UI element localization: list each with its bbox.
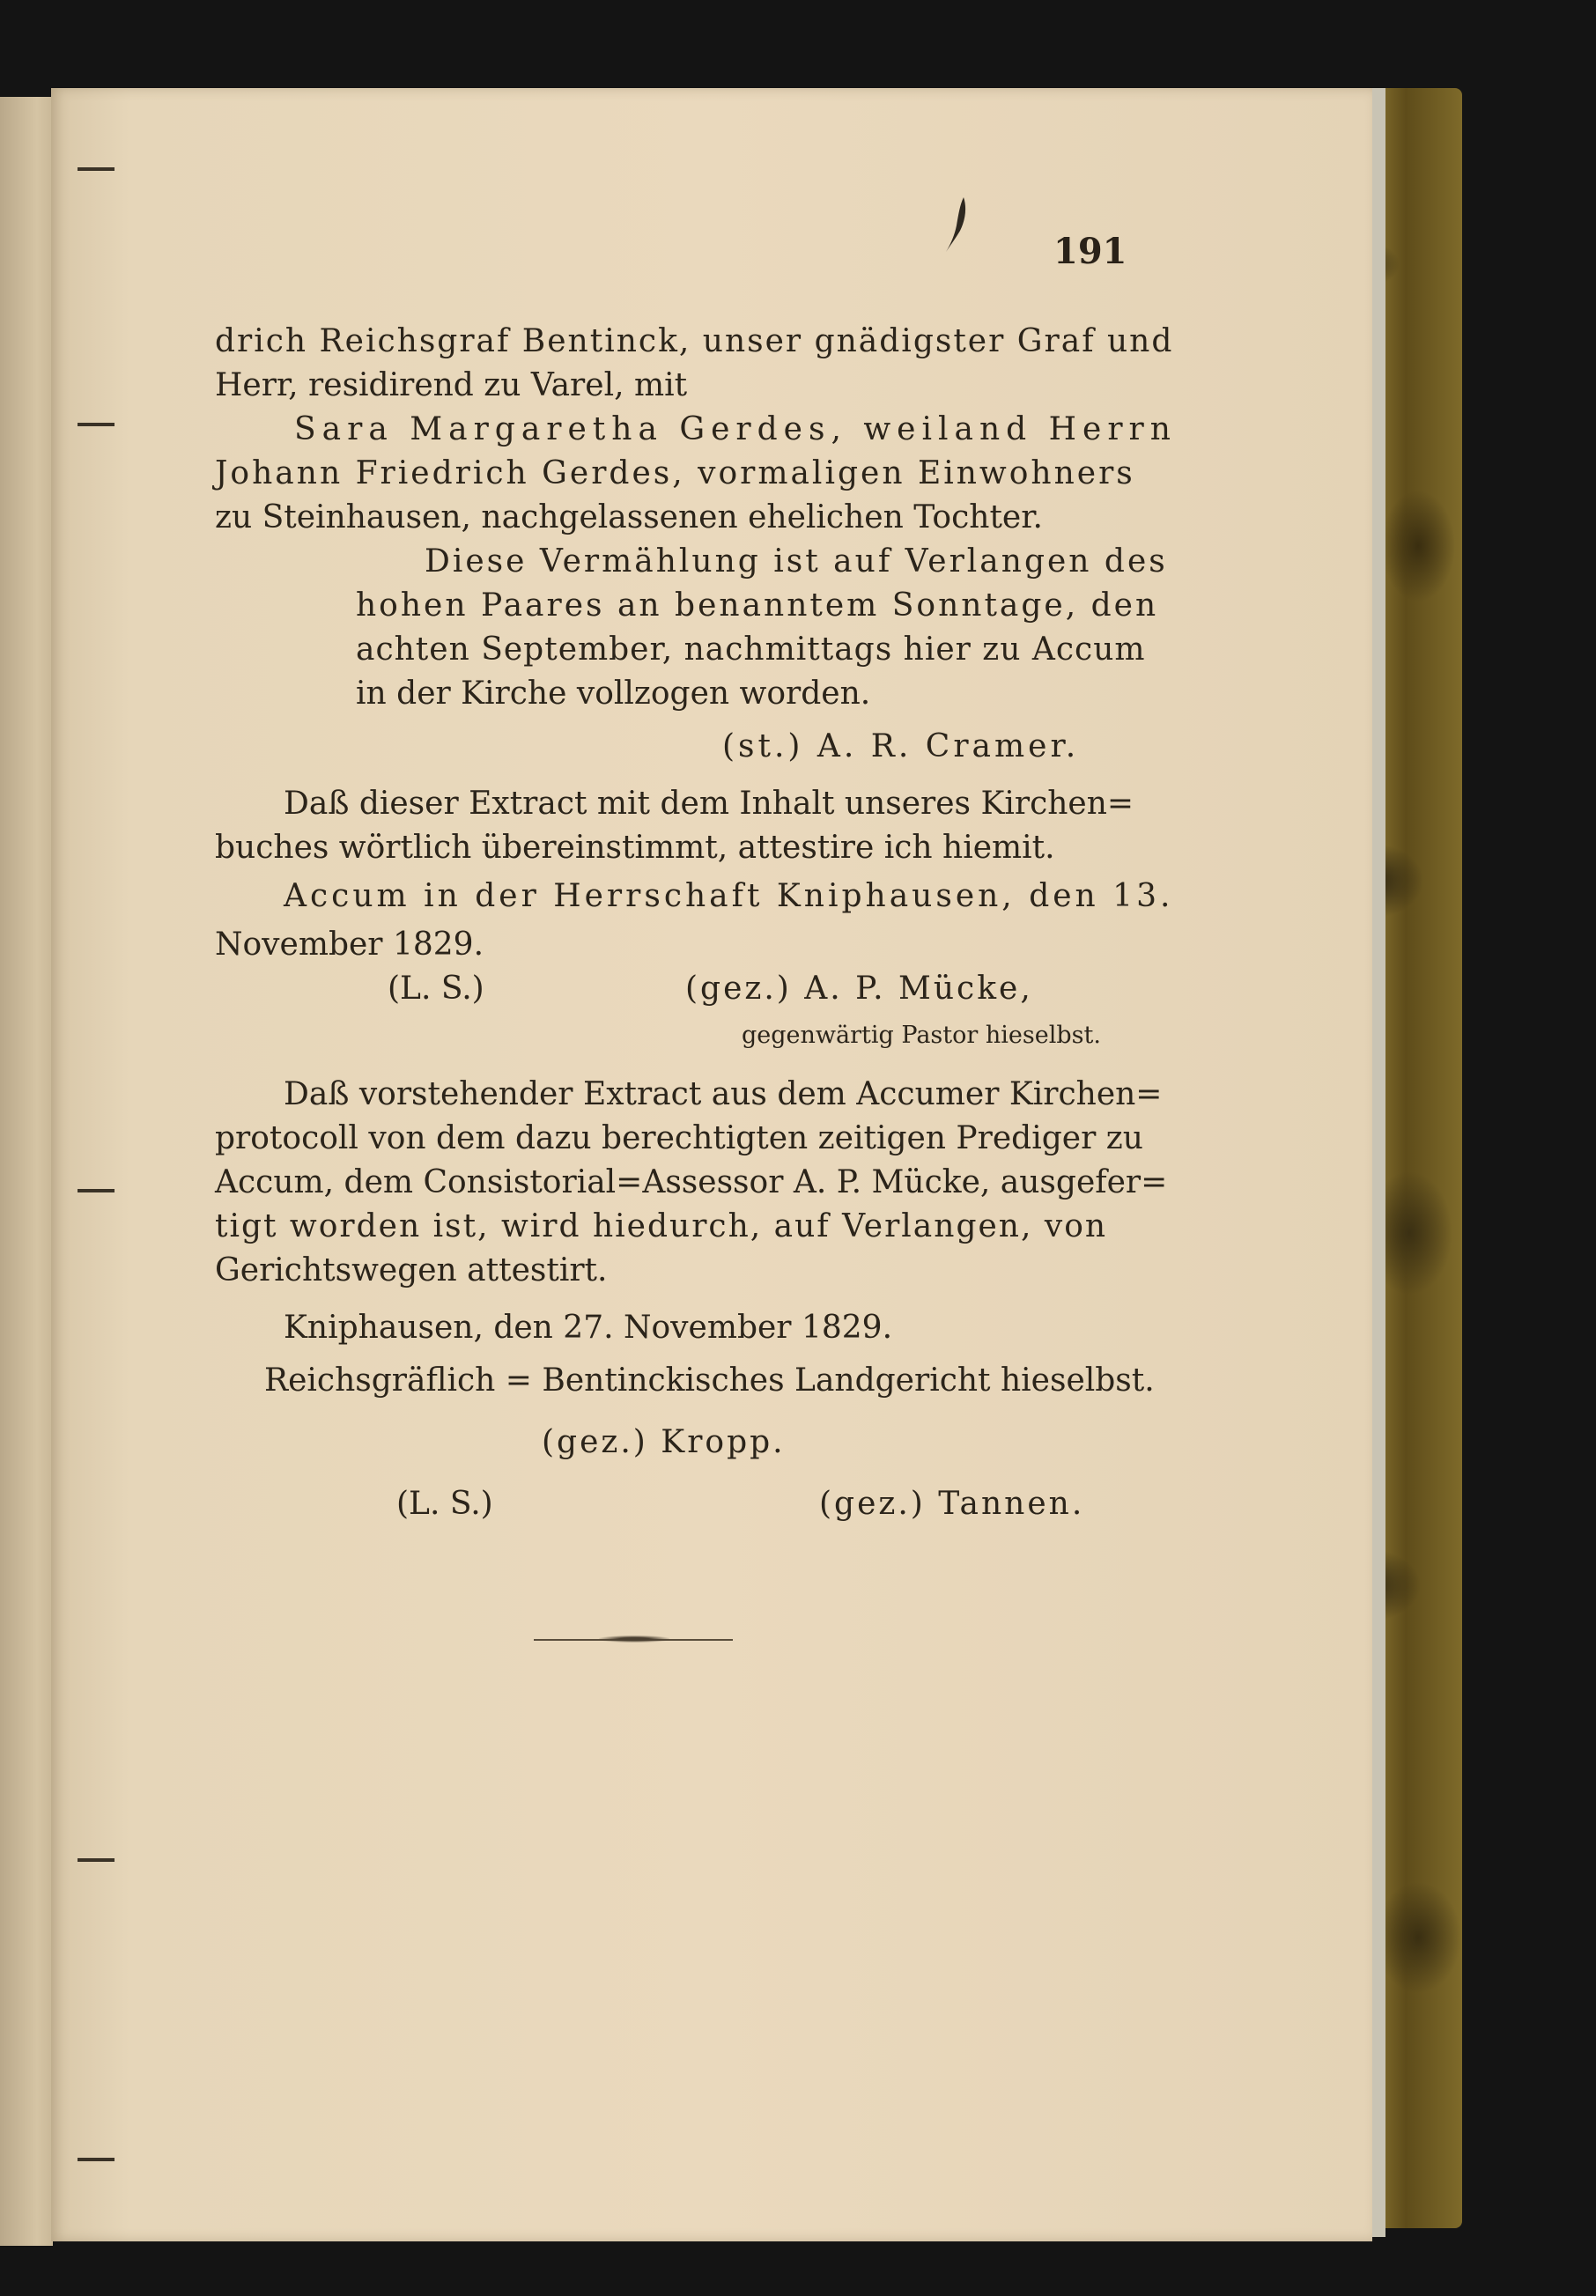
text-line: Accum, dem Consistorial=Assessor A. P. Mücke, ausgefer= [215,1164,1168,1200]
text-line: buches wörtlich übereinstimmt, attestire ich hiemit. [215,830,1055,866]
text-line: (st.) A. R. Cramer. [722,728,1080,764]
text-line: Sara Margaretha Gerdes, weiland Herrn [294,411,1177,447]
text-line: Gerichtswegen attestirt. [215,1252,608,1288]
text-line: hohen Paares an benanntem Sonntage, den [356,587,1159,624]
text-line: (gez.) A. P. Mücke, [685,971,1033,1007]
left-page-edge [0,97,53,2246]
text-line: (gez.) Kropp. [542,1424,786,1460]
text-line: (gez.) Tannen. [819,1486,1085,1522]
text-line: Daß dieser Extract mit dem Inhalt unseres Kirchen= [284,786,1134,822]
text-line: Accum in der Herrschaft Kniphausen, den 13. [284,878,1174,914]
binding-stitch [78,167,115,171]
text-line: (L. S.) [388,971,484,1007]
page-number: 191 [1053,231,1127,272]
text-line: achten September, nachmittags hier zu Accum [356,631,1146,668]
binding-stitch [78,1189,115,1192]
text-line: (L. S.) [396,1486,493,1522]
text-line: November 1829. [215,927,484,963]
ink-mark-icon [944,196,971,254]
text-line: zu Steinhausen, nachgelassenen ehelichen Tochter. [215,499,1043,535]
text-line: protocoll von dem dazu berechtigten zeitigen Prediger zu [215,1120,1143,1156]
binding-stitch [78,423,115,426]
text-line: Johann Friedrich Gerdes, vormaligen Einwohners [215,455,1135,491]
binding-stitch [78,2158,115,2161]
text-line: tigt worden ist, wird hiedurch, auf Verlangen, von [215,1208,1108,1244]
text-line: in der Kirche vollzogen worden. [356,676,871,712]
text-line: Daß vorstehender Extract aus dem Accumer Kirchen= [284,1076,1163,1112]
text-line: Kniphausen, den 27. November 1829. [284,1310,893,1346]
text-line: drich Reichsgraf Bentinck, unser gnädigster Graf und [215,323,1174,359]
rule-ornament [599,1635,669,1643]
text-line: Herr, residirend zu Varel, mit [215,367,688,403]
text-line: Reichsgräflich = Bentinckisches Landgericht hieselbst. [264,1362,1155,1399]
text-line: Diese Vermählung ist auf Verlangen des [425,543,1168,580]
text-line: gegenwärtig Pastor hieselbst. [742,1022,1101,1049]
binding-stitch [78,1858,115,1862]
